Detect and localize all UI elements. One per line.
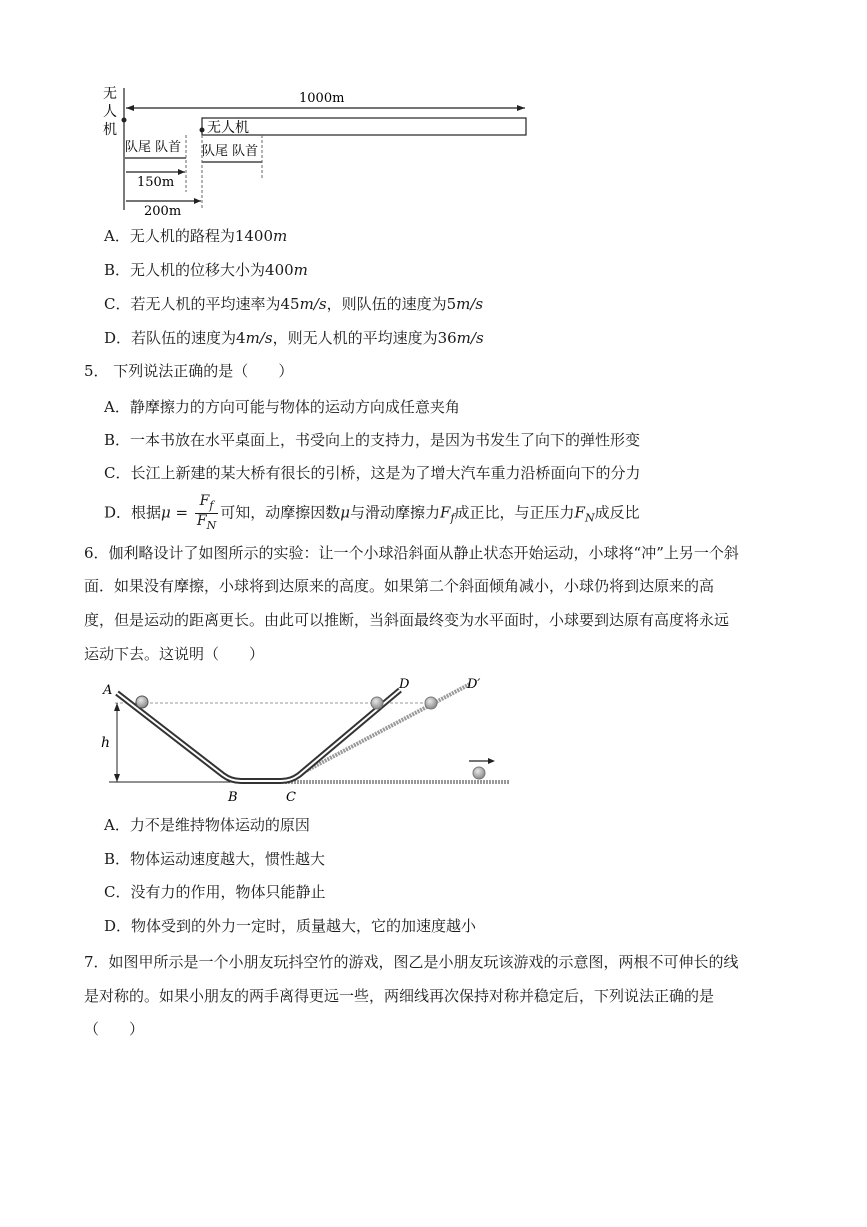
ball-d-prime <box>425 697 437 709</box>
q5-d-mid2: 与滑动摩擦力 <box>350 503 441 522</box>
drone-turn-dot <box>200 128 205 133</box>
q5-d-den-sub: N <box>206 519 217 532</box>
q5-d-mu2: μ <box>340 503 350 522</box>
q5-d-ff: F <box>440 503 451 522</box>
q6-stem-line-1: 6．伽利略设计了如图所示的实验：让一个小球沿斜面从静止状态开始运动，小球将“冲”上另一个斜 <box>84 544 739 562</box>
q5-d-den: F <box>196 513 207 529</box>
q4-option-a <box>104 226 287 246</box>
q6-option-a: A．力不是维持物体运动的原因 <box>104 816 310 834</box>
q5-option-d <box>104 494 640 536</box>
q5-d-fn: F <box>574 503 585 522</box>
drone-label-horizontal: 无人机 <box>207 120 249 136</box>
q4-option-c-prefix: C．若无人机的平均速率为 <box>104 295 281 313</box>
q4-option-b-prefix: B．无人机的位移大小为 <box>104 261 266 279</box>
q7-stem-line-2: 是对称的。如果小朋友的两手离得更远一些，两细线再次保持对称并稳定后，下列说法正确的是 <box>84 987 715 1005</box>
q4-option-a-unit: m <box>273 227 288 245</box>
ball-horizontal <box>473 767 485 779</box>
q4-option-b-value: 400 <box>265 261 294 279</box>
main-track <box>117 690 400 781</box>
point-label-d: D <box>399 677 410 692</box>
q5-d-end: 成反比 <box>594 503 640 522</box>
galileo-ramp-figure <box>95 672 520 807</box>
q4-option-d-prefix: D．若队伍的速度为 <box>104 329 237 347</box>
q6-stem-line-4: 运动下去。这说明（ ） <box>84 645 265 663</box>
q4-option-c <box>104 294 483 314</box>
q5-d-mid3: 成正比，与正压力 <box>454 503 575 522</box>
tail-head-label-2: 队尾 队首 <box>202 144 259 159</box>
q6-option-d: D．物体受到的外力一定时，质量越大，它的加速度越小 <box>104 917 477 935</box>
q4-option-c-unit2: m/s <box>456 295 484 313</box>
drone-team-figure <box>95 80 535 220</box>
q4-option-d-value2: 36 <box>437 329 457 347</box>
q4-option-d-unit2: m/s <box>456 329 484 347</box>
q5-d-prefix: D．根据 <box>104 503 162 522</box>
q7-stem-line-1: 7．如图甲所示是一个小朋友玩抖空竹的游戏，图乙是小朋友玩该游戏的示意图，两根不可伸长的线 <box>84 953 739 971</box>
q4-option-c-mid: ，则队伍的速度为 <box>326 295 447 313</box>
tail-head-label-1: 队尾 队首 <box>125 140 182 155</box>
ball-d <box>371 697 383 709</box>
q5-d-fn-sub: N <box>584 511 595 525</box>
q5-option-a: A．静摩擦力的方向可能与物体的运动方向成任意夹角 <box>104 398 460 416</box>
distance-1000-label: 1000m <box>299 91 345 106</box>
q6-stem-line-3: 度，但是运动的距离更长。由此可以推断，当斜面最终变为水平面时，小球要到达原有高度将永远 <box>84 611 730 629</box>
point-label-a: A <box>103 683 113 698</box>
q5-d-ff-sub: f <box>450 511 455 525</box>
q5-option-c: C．长江上新建的某大桥有很长的引桥，这是为了增大汽车重力沿桥面向下的分力 <box>104 464 641 482</box>
q4-option-a-value: 1400 <box>234 227 274 245</box>
q7-stem-line-3: （ ） <box>84 1020 145 1038</box>
q4-option-c-value2: 5 <box>446 295 457 313</box>
distance-150-label: 150m <box>137 175 175 190</box>
q4-option-d-value: 4 <box>236 329 246 347</box>
q4-option-c-unit: m/s <box>299 295 327 313</box>
point-label-b: B <box>228 790 238 805</box>
q6-option-c: C．没有力的作用，物体只能静止 <box>104 883 326 901</box>
q4-option-d-mid: ，则无人机的平均速度为 <box>272 329 438 347</box>
q5-stem: 5． 下列说法正确的是（ ） <box>84 362 294 380</box>
drone-label-vertical-1: 无 <box>103 86 117 102</box>
q5-d-num: F <box>199 493 210 509</box>
height-label-h: h <box>101 735 111 751</box>
q4-option-b <box>104 260 308 280</box>
ball-start <box>136 696 148 708</box>
drone-label-vertical-3: 机 <box>103 122 117 138</box>
q5-option-b: B．一本书放在水平桌面上，书受向上的支持力，是因为书发生了向下的弹性形变 <box>104 431 641 449</box>
q6-stem-line-2: 面．如果没有摩擦，小球将到达原来的高度。如果第二个斜面倾角减小，小球仍将到达原来的高 <box>84 577 715 595</box>
q5-d-num-sub: f <box>209 499 214 512</box>
route-bar <box>202 118 526 135</box>
q6-option-b: B．物体运动速度越大，惯性越大 <box>104 850 326 868</box>
q4-option-d-unit: m/s <box>245 329 273 347</box>
distance-200-label: 200m <box>144 204 182 219</box>
q4-option-d <box>104 328 484 348</box>
q5-d-eq: = <box>170 503 193 522</box>
q5-d-fraction <box>195 494 218 533</box>
point-label-c: C <box>286 790 296 805</box>
drone-start-dot <box>122 118 127 123</box>
q5-d-mu: μ <box>161 503 171 522</box>
q4-option-b-unit: m <box>293 261 308 279</box>
q4-option-c-value: 45 <box>280 295 300 313</box>
point-label-d-prime: D′ <box>467 677 481 692</box>
drone-label-vertical-2: 人 <box>103 104 117 120</box>
q4-option-a-prefix: A．无人机的路程为 <box>104 227 235 245</box>
q5-d-mid1: 可知，动摩擦因数 <box>220 503 341 522</box>
